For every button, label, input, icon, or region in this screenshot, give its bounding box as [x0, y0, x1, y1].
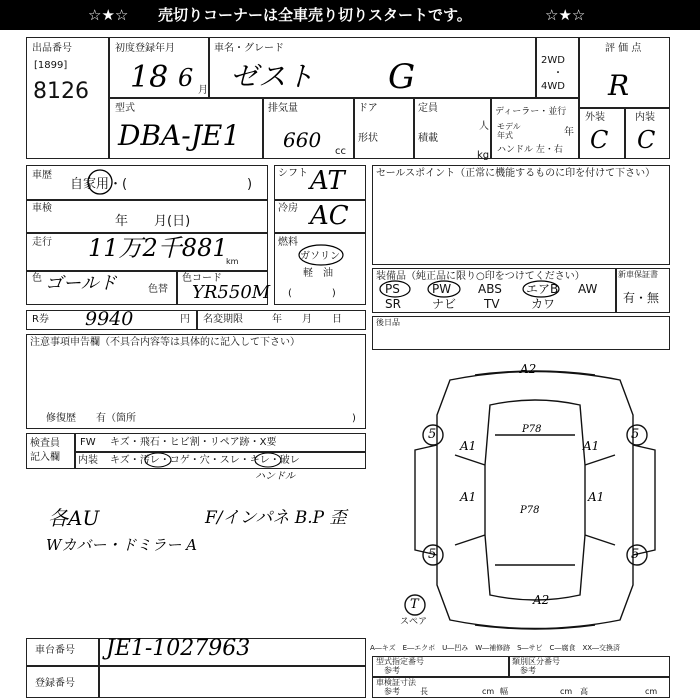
fuel-gas: ガソリン	[300, 251, 340, 262]
fuel-circle-mark	[296, 242, 346, 268]
displacement-label: 排気量	[268, 103, 298, 114]
load-unit: kg	[477, 150, 490, 161]
load-label: 積載	[418, 133, 438, 144]
fuel-label: 燃料	[278, 237, 298, 248]
history-close: )	[247, 177, 253, 192]
equip-pw: PW	[432, 282, 452, 296]
ext-grade: C	[590, 126, 609, 154]
color-code: YR550M	[192, 282, 271, 303]
mileage: 11万2千881	[88, 234, 228, 262]
equip-abs: ABS	[478, 282, 502, 296]
repair-close: )	[352, 413, 356, 424]
yen-unit: 円	[180, 314, 190, 325]
lot-label: 出品番号	[32, 43, 72, 54]
equip-airbag: エアB	[526, 282, 559, 296]
ext-label: 外装	[585, 112, 605, 123]
shift: AT	[310, 166, 345, 196]
fw-label: FW	[80, 437, 96, 448]
dim-label: 車検証寸法	[376, 678, 416, 687]
form-label: 型式指定番号	[376, 657, 424, 666]
new-manual-label: 新車保証書	[618, 270, 658, 279]
mark-left-rear: A1	[460, 490, 477, 504]
wid-label: 幅	[500, 687, 508, 696]
sales-box	[372, 165, 670, 265]
km-unit: km	[226, 257, 239, 266]
mark-hood: P78	[522, 424, 542, 435]
inspector-label: 検査員	[30, 438, 60, 449]
grade: G	[388, 57, 416, 97]
ac-label: 冷房	[278, 203, 298, 214]
recycle-label: R券	[32, 314, 49, 325]
sales-label: セールスポイント（正常に機能するものに印を付けて下さい）	[376, 168, 656, 179]
equip-leather: カワ	[531, 297, 556, 311]
equip-tv: TV	[484, 297, 500, 311]
equip-circle-marks	[379, 279, 609, 299]
shape-label: 形状	[358, 133, 378, 144]
mark-front-a2: A2	[520, 362, 537, 376]
score-label: 評 価 点	[605, 43, 642, 54]
transfer-label: 名変期限	[203, 314, 243, 325]
history-label: 車歴	[32, 170, 52, 181]
chassis-label: 車台番号	[35, 645, 75, 656]
equip-navi: ナビ	[432, 297, 457, 311]
dim-ref: 参考	[384, 687, 400, 696]
banner-stars-right: ☆★☆	[545, 6, 586, 24]
hgt-label: 高	[580, 687, 588, 696]
first-reg-label: 初度登録年月	[115, 43, 175, 54]
fw-items: キズ・飛石・ヒビ割・リペア跡・X要	[110, 437, 277, 448]
inspection-text: 年 月(日)	[115, 214, 191, 229]
note-3: Wカバー・ドミラー A	[46, 536, 198, 554]
mark-right-rear: A1	[588, 490, 605, 504]
len-unit: cm	[482, 687, 495, 696]
tire-fr: 5	[631, 427, 640, 442]
mark-roof: P78	[520, 505, 540, 516]
color-code-label: 色コード	[182, 273, 222, 284]
capacity-label: 定員	[418, 103, 438, 114]
recycle: 9940	[85, 308, 134, 330]
model-label: 型式	[115, 103, 135, 114]
interior-items: キズ・汚レ・コゲ・穴・スレ・キレ・破レ	[110, 455, 300, 466]
year-unit: 年	[564, 127, 574, 138]
car-name: ゼスト	[230, 60, 315, 93]
mileage-label: 走行	[32, 237, 52, 248]
hgt-unit: cm	[645, 687, 658, 696]
shift-label: シフト	[278, 168, 308, 179]
equip-sr: SR	[385, 297, 401, 311]
equip-label: 装備品（純正品に限り○印をつけてください）	[376, 271, 585, 282]
name-label: 車名・グレード	[214, 43, 284, 54]
note-1: 各AU	[48, 506, 100, 530]
fuel-diesel: 軽 油	[303, 268, 333, 279]
later-items-box	[372, 316, 670, 350]
chassis-number: JE1-1027963	[106, 636, 251, 661]
tire-rl: 5	[428, 547, 437, 562]
capacity-unit: 人	[479, 121, 489, 132]
mark-right-front: A1	[583, 439, 600, 453]
equip-ps: PS	[385, 282, 400, 296]
fuel-paren: ( )	[288, 288, 336, 299]
door-label: ドア	[358, 103, 378, 114]
tire-rr: 5	[631, 547, 640, 562]
damage-legend: A―キズ E―エクボ U―凹み W―補修跡 S―サビ C―腐食 XX―交換済	[370, 644, 621, 652]
color: ゴールド	[45, 273, 117, 294]
dealer-label: ディーラー・並行	[495, 107, 567, 117]
note-2: F/インパネ B.P 歪	[205, 508, 347, 528]
ac: AC	[310, 201, 349, 231]
repair-label: 修復歴 有（箇所	[46, 413, 136, 424]
model-year-label: モデル 年式	[497, 122, 521, 140]
score: R	[608, 69, 630, 102]
circle-mark	[85, 168, 115, 196]
reg-month: 6	[178, 64, 194, 92]
tint-label: 色替	[148, 284, 168, 295]
banner-stars-left: ☆★☆	[88, 6, 129, 24]
category-ref: 参考	[520, 666, 536, 675]
mark-rear-a2: A2	[533, 593, 550, 607]
equip-aw: AW	[578, 282, 598, 296]
drive-dot: ・	[553, 68, 563, 79]
displacement: 660	[283, 128, 322, 152]
mark-left-front: A1	[460, 439, 477, 453]
interior-circle-marks	[140, 451, 290, 469]
reg-year: 18	[130, 60, 169, 95]
tire-spare: T	[410, 597, 419, 612]
wid-unit: cm	[560, 687, 573, 696]
lot-number: 8126	[33, 79, 89, 104]
inspector-label-2: 記入欄	[30, 452, 60, 463]
transfer: 年 月 日	[272, 314, 342, 325]
later-items-label: 後日品	[376, 318, 400, 327]
model-code: DBA-JE1	[118, 119, 241, 152]
banner-text: 売切りコーナーは全車売り切りスタートです。	[158, 6, 472, 24]
len-label: 長	[420, 687, 428, 696]
cc-unit: cc	[335, 146, 346, 157]
int-grade: C	[637, 126, 656, 154]
notes-label: 注意事項申告欄（不具合内容等は具体的に記入して下さい）	[30, 337, 300, 348]
new-manual: 有・無	[623, 291, 660, 305]
top-banner	[0, 0, 700, 30]
spare-label: スペア	[400, 617, 428, 627]
history-text: 自家用・(	[70, 177, 128, 192]
drive-4wd: 4WD	[541, 81, 565, 92]
drive-2wd: 2WD	[541, 55, 565, 66]
month-unit: 月	[198, 85, 208, 96]
inspection-label: 車検	[32, 203, 52, 214]
reg-label: 登録番号	[35, 678, 75, 689]
interior-label: 内装	[78, 455, 98, 466]
color-label: 色	[32, 273, 42, 284]
category-label: 類別区分番号	[512, 657, 560, 666]
int-label: 内装	[635, 112, 655, 123]
handle-label: ハンドル 左・右	[497, 145, 563, 155]
note-handle: ハンドル	[255, 471, 295, 482]
lot-sub: [1899]	[34, 60, 68, 71]
tire-fl: 5	[428, 427, 437, 442]
form-ref: 参考	[384, 666, 400, 675]
